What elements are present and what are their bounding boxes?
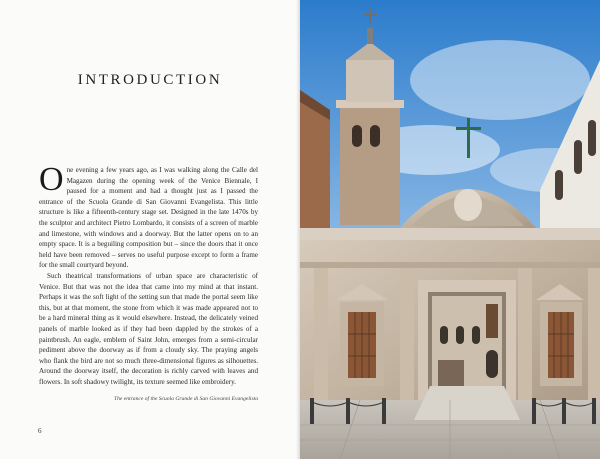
tower-belfry xyxy=(346,60,394,102)
page-number: 6 xyxy=(38,427,42,435)
cloud xyxy=(410,40,590,120)
paragraph-1 xyxy=(39,161,258,271)
body-text xyxy=(39,161,258,387)
right-page-photo xyxy=(300,0,600,459)
bell-tower xyxy=(340,105,400,225)
page-heading: INTRODUCTION xyxy=(77,72,223,88)
photo-caption: The entrance of the Scuola Grande di San Giovanni Evangelista xyxy=(113,396,258,402)
green-cross xyxy=(467,118,470,158)
tower-window xyxy=(352,125,362,147)
paragraph-2: Such theatrical transformations of urban space are characteristic of Venice. But that was not the idea that came into my mind at that instant. Perhaps it was the soft light of the setting sun that made the portal seem like this, but at that moment, the stone from which it was made appeared not to be a hard mineral thing as it would elsewhere. Instead, the delicately veined panels of marble looked as if they had been dappled by the strokes of a paintbrush. An eagle, emblem of Saint John, emerges from a semi-circular pediment above the doorway as if from a cloudy sky. The praying angels who flank the bird are not so much three-dimensional figures as silhouettes. Around the doorway itself, the decoration is richly carved with leaves and flowers. In soft shadowy twilight, its texture seemed like embroidery. xyxy=(39,271,258,386)
pilaster xyxy=(314,268,328,423)
eagle-sculpture xyxy=(454,189,482,221)
pilaster xyxy=(400,268,414,423)
paragraph-1-text: ne evening a few years ago, as I was walking along the Calle del Magazen during the opening week of the Venice Biennale, I paused for a moment and had a thought just as I passed the entrance of the Scuola Grande di San Giovanni Evangelista. This little structure is like a fifteenth-century stage set. Designed in the late 1470s by the sculptor and architect Pietro Lombardo, it consists of a screen of marble and limestone, with windows and a doorway. But the latter opens on to an empty space. It is a beguiling composition but – since the doors that it once held have been removed – serves no useful purpose except to form a frame for the small courtyard beyond. xyxy=(39,166,258,270)
pilaster xyxy=(518,268,532,423)
drop-cap: O xyxy=(39,161,64,198)
tower-window xyxy=(370,125,380,147)
cornice xyxy=(300,228,600,240)
photograph xyxy=(300,0,600,459)
